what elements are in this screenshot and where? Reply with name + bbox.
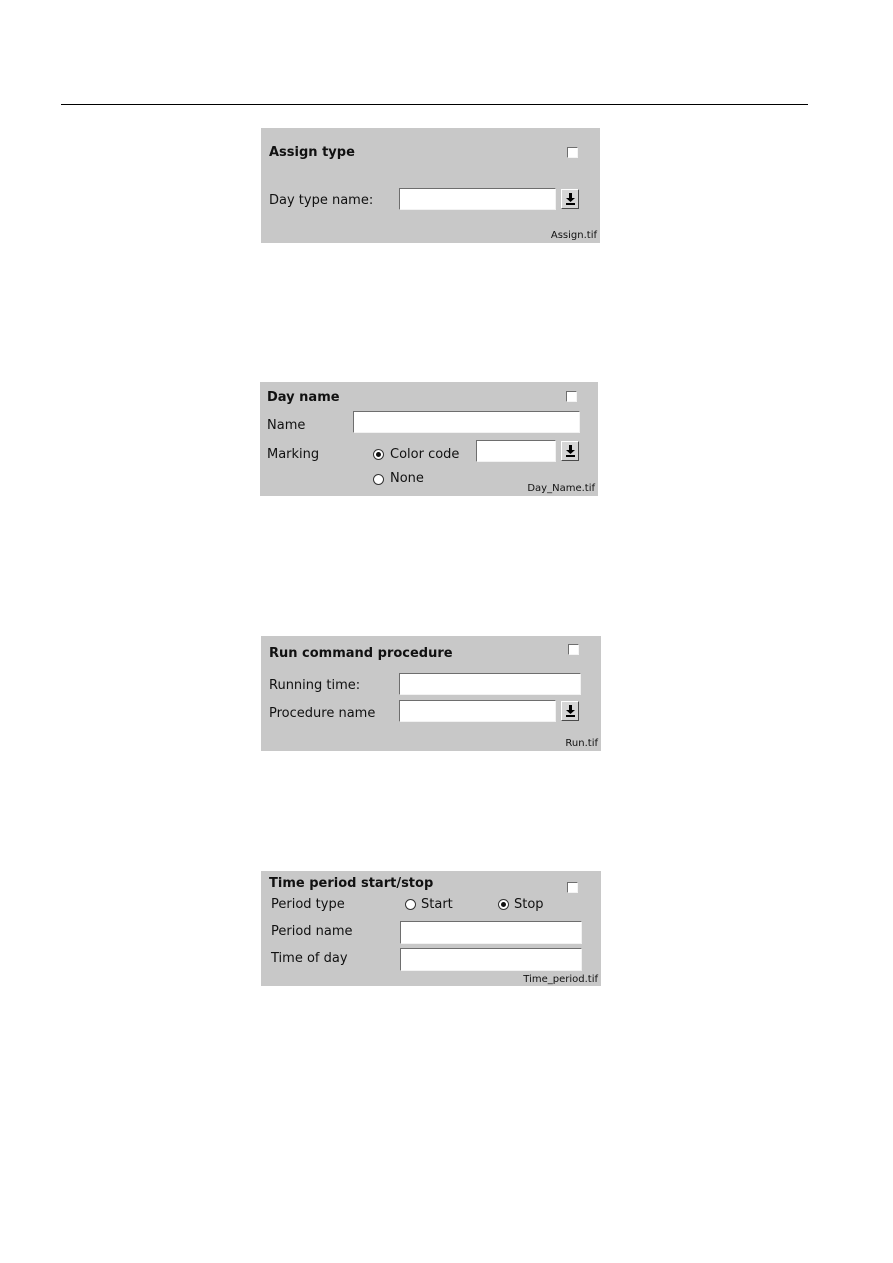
start-radio[interactable] — [405, 899, 416, 910]
assign-type-title: Assign type — [269, 145, 355, 160]
time-period-title: Time period start/stop — [269, 876, 434, 891]
none-radio[interactable] — [373, 474, 384, 485]
dropdown-arrow-icon — [565, 193, 576, 205]
period-name-field[interactable] — [400, 921, 582, 944]
header-rule — [61, 104, 808, 105]
running-time-field[interactable] — [399, 673, 581, 695]
day-type-name-label: Day type name: — [269, 193, 374, 208]
color-code-label: Color code — [390, 447, 460, 462]
day-name-title: Day name — [267, 390, 340, 405]
stop-radio[interactable] — [498, 899, 509, 910]
period-name-label: Period name — [271, 924, 353, 939]
day-name-checkbox[interactable] — [566, 391, 577, 402]
time-period-checkbox[interactable] — [567, 882, 578, 893]
day-name-caption: Day_Name.tif — [527, 483, 595, 494]
procedure-name-field[interactable] — [399, 700, 556, 722]
dropdown-arrow-icon — [565, 705, 576, 717]
start-label: Start — [421, 897, 453, 912]
run-command-checkbox[interactable] — [568, 644, 579, 655]
procedure-name-label: Procedure name — [269, 706, 376, 721]
running-time-label: Running time: — [269, 678, 361, 693]
dropdown-arrow-icon — [565, 445, 576, 457]
period-type-label: Period type — [271, 897, 345, 912]
name-field[interactable] — [353, 411, 580, 433]
time-of-day-label: Time of day — [271, 951, 348, 966]
time-period-panel — [261, 871, 601, 986]
day-type-name-field[interactable] — [399, 188, 556, 210]
day-name-panel — [260, 382, 598, 496]
color-code-field[interactable] — [476, 440, 556, 462]
assign-type-panel — [261, 128, 600, 243]
run-caption: Run.tif — [565, 738, 598, 749]
assign-caption: Assign.tif — [550, 230, 597, 241]
procedure-dropdown-button[interactable] — [561, 701, 579, 721]
color-code-dropdown-button[interactable] — [561, 441, 579, 461]
assign-type-checkbox[interactable] — [567, 147, 578, 158]
marking-label: Marking — [267, 447, 320, 462]
run-command-title: Run command procedure — [269, 646, 453, 661]
day-type-dropdown-button[interactable] — [561, 189, 579, 209]
stop-label: Stop — [514, 897, 544, 912]
color-code-radio[interactable] — [373, 449, 384, 460]
time-period-caption: Time_period.tif — [523, 974, 598, 985]
time-of-day-field[interactable] — [400, 948, 582, 971]
none-label: None — [390, 471, 424, 486]
run-command-panel — [261, 636, 601, 751]
name-label: Name — [267, 418, 306, 433]
